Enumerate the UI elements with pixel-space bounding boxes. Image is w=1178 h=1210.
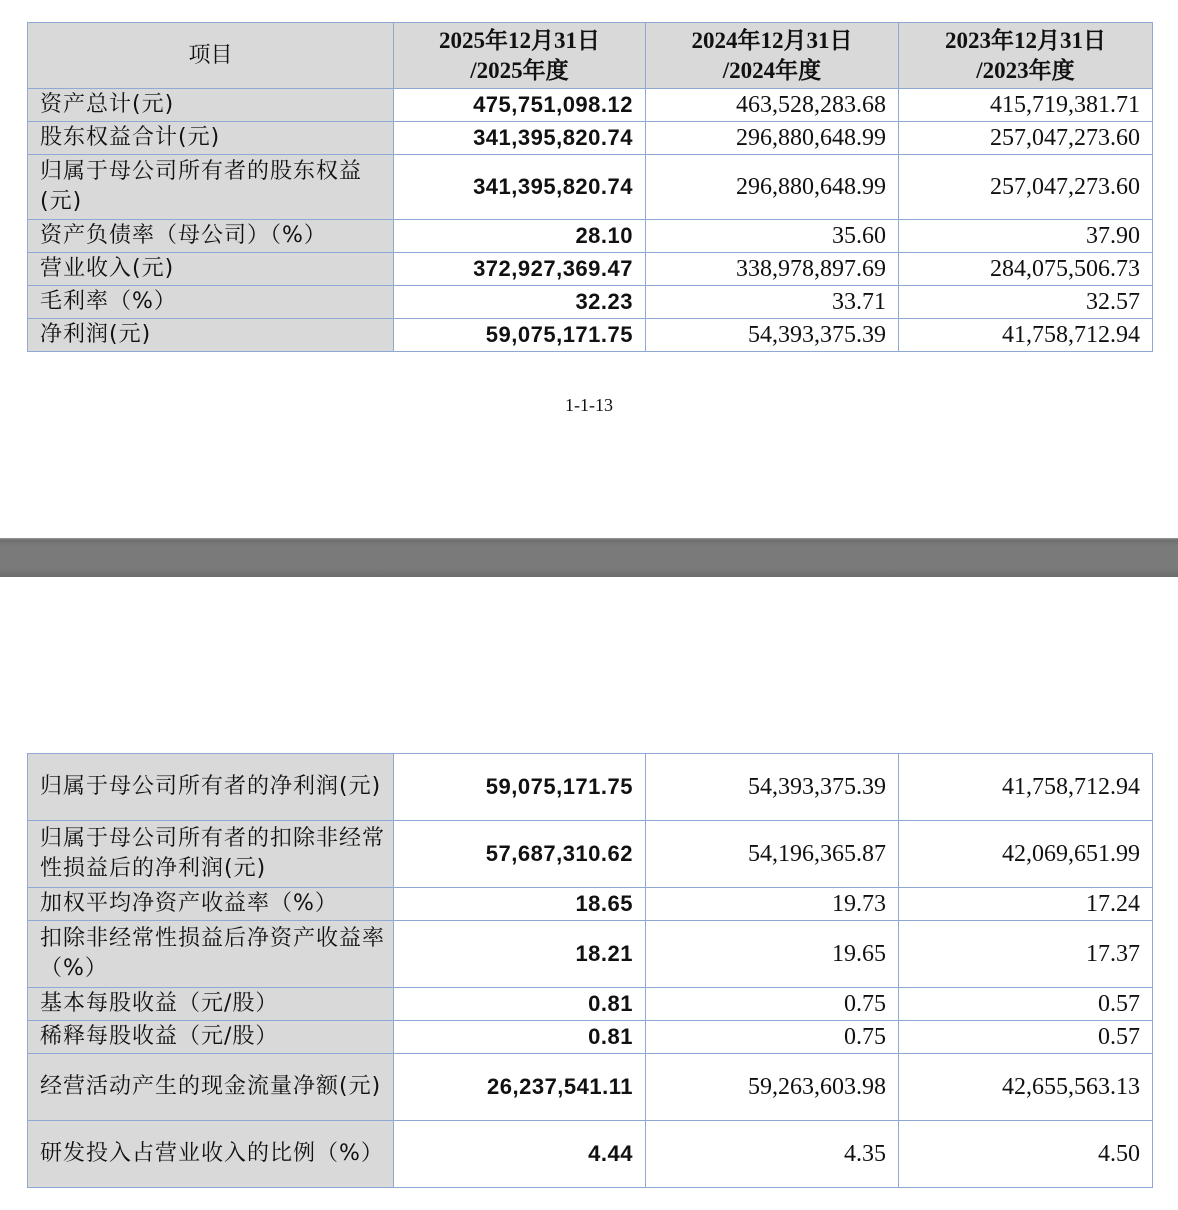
financial-table-part-2	[27, 753, 1153, 1188]
table-row	[28, 754, 1153, 821]
header-2024-year: /2024年度	[722, 57, 822, 83]
cell-2023: 0.57	[899, 988, 1153, 1021]
table-header-row	[28, 23, 1153, 89]
cell-2025: 57,687,310.62	[394, 821, 646, 888]
cell-2023: 257,047,273.60	[899, 155, 1153, 220]
header-2023-date: 2023年12月31日	[945, 27, 1106, 53]
table-row	[28, 220, 1153, 253]
row-label: 资产总计(元)	[28, 89, 394, 122]
cell-2025: 28.10	[394, 220, 646, 253]
header-2024	[646, 23, 899, 89]
row-label: 净利润(元)	[28, 319, 394, 352]
cell-2025: 372,927,369.47	[394, 253, 646, 286]
page-separator	[0, 538, 1178, 577]
table-row	[28, 1121, 1153, 1188]
cell-2023: 4.50	[899, 1121, 1153, 1188]
table-row	[28, 888, 1153, 921]
cell-2025: 4.44	[394, 1121, 646, 1188]
cell-2025: 18.21	[394, 921, 646, 988]
page-number: 1-1-13	[565, 395, 613, 415]
cell-2024: 463,528,283.68	[646, 89, 899, 122]
table-row	[28, 1021, 1153, 1054]
cell-2023: 17.24	[899, 888, 1153, 921]
cell-2024: 54,393,375.39	[646, 754, 899, 821]
cell-2024: 0.75	[646, 1021, 899, 1054]
financial-table-part-1	[27, 22, 1153, 352]
header-2025	[394, 23, 646, 89]
row-label: 资产负债率（母公司）（%）	[28, 220, 394, 253]
cell-2024: 4.35	[646, 1121, 899, 1188]
table-row	[28, 319, 1153, 352]
table-row	[28, 286, 1153, 319]
table-row	[28, 1054, 1153, 1121]
cell-2024: 54,196,365.87	[646, 821, 899, 888]
cell-2025: 475,751,098.12	[394, 89, 646, 122]
row-label: 毛利率（%）	[28, 286, 394, 319]
cell-2024: 296,880,648.99	[646, 122, 899, 155]
cell-2025: 341,395,820.74	[394, 122, 646, 155]
row-label: 稀释每股收益（元/股）	[28, 1021, 394, 1054]
cell-2024: 19.65	[646, 921, 899, 988]
table-row	[28, 89, 1153, 122]
cell-2023: 42,655,563.13	[899, 1054, 1153, 1121]
cell-2025: 341,395,820.74	[394, 155, 646, 220]
cell-2025: 59,075,171.75	[394, 754, 646, 821]
cell-2024: 19.73	[646, 888, 899, 921]
cell-2024: 33.71	[646, 286, 899, 319]
cell-2023: 284,075,506.73	[899, 253, 1153, 286]
row-label: 扣除非经常性损益后净资产收益率（%）	[28, 921, 394, 988]
cell-2023: 42,069,651.99	[899, 821, 1153, 888]
cell-2025: 0.81	[394, 1021, 646, 1054]
header-item-label: 项目	[188, 42, 233, 68]
header-2025-year: /2025年度	[470, 57, 569, 83]
header-item	[28, 23, 394, 89]
row-label: 营业收入(元)	[28, 253, 394, 286]
cell-2023: 37.90	[899, 220, 1153, 253]
cell-2023: 32.57	[899, 286, 1153, 319]
cell-2023: 41,758,712.94	[899, 754, 1153, 821]
header-2025-date: 2025年12月31日	[439, 27, 600, 53]
cell-2023: 415,719,381.71	[899, 89, 1153, 122]
table-row	[28, 253, 1153, 286]
table-row	[28, 155, 1153, 220]
cell-2025: 0.81	[394, 988, 646, 1021]
cell-2023: 257,047,273.60	[899, 122, 1153, 155]
cell-2025: 26,237,541.11	[394, 1054, 646, 1121]
row-label: 加权平均净资产收益率（%）	[28, 888, 394, 921]
cell-2024: 59,263,603.98	[646, 1054, 899, 1121]
header-2023	[899, 23, 1153, 89]
cell-2023: 0.57	[899, 1021, 1153, 1054]
row-label: 归属于母公司所有者的净利润(元)	[28, 754, 394, 821]
cell-2024: 338,978,897.69	[646, 253, 899, 286]
cell-2025: 59,075,171.75	[394, 319, 646, 352]
row-label: 归属于母公司所有者的扣除非经常性损益后的净利润(元)	[28, 821, 394, 888]
row-label: 归属于母公司所有者的股东权益(元)	[28, 155, 394, 220]
row-label: 研发投入占营业收入的比例（%）	[28, 1121, 394, 1188]
header-2023-year: /2023年度	[976, 57, 1075, 83]
cell-2023: 17.37	[899, 921, 1153, 988]
cell-2025: 18.65	[394, 888, 646, 921]
row-label: 经营活动产生的现金流量净额(元)	[28, 1054, 394, 1121]
table-row	[28, 122, 1153, 155]
cell-2024: 54,393,375.39	[646, 319, 899, 352]
cell-2024: 35.60	[646, 220, 899, 253]
cell-2025: 32.23	[394, 286, 646, 319]
table-row	[28, 988, 1153, 1021]
table-row	[28, 821, 1153, 888]
cell-2024: 296,880,648.99	[646, 155, 899, 220]
table-row	[28, 921, 1153, 988]
row-label: 股东权益合计(元)	[28, 122, 394, 155]
row-label: 基本每股收益（元/股）	[28, 988, 394, 1021]
cell-2024: 0.75	[646, 988, 899, 1021]
header-2024-date: 2024年12月31日	[691, 27, 853, 53]
cell-2023: 41,758,712.94	[899, 319, 1153, 352]
